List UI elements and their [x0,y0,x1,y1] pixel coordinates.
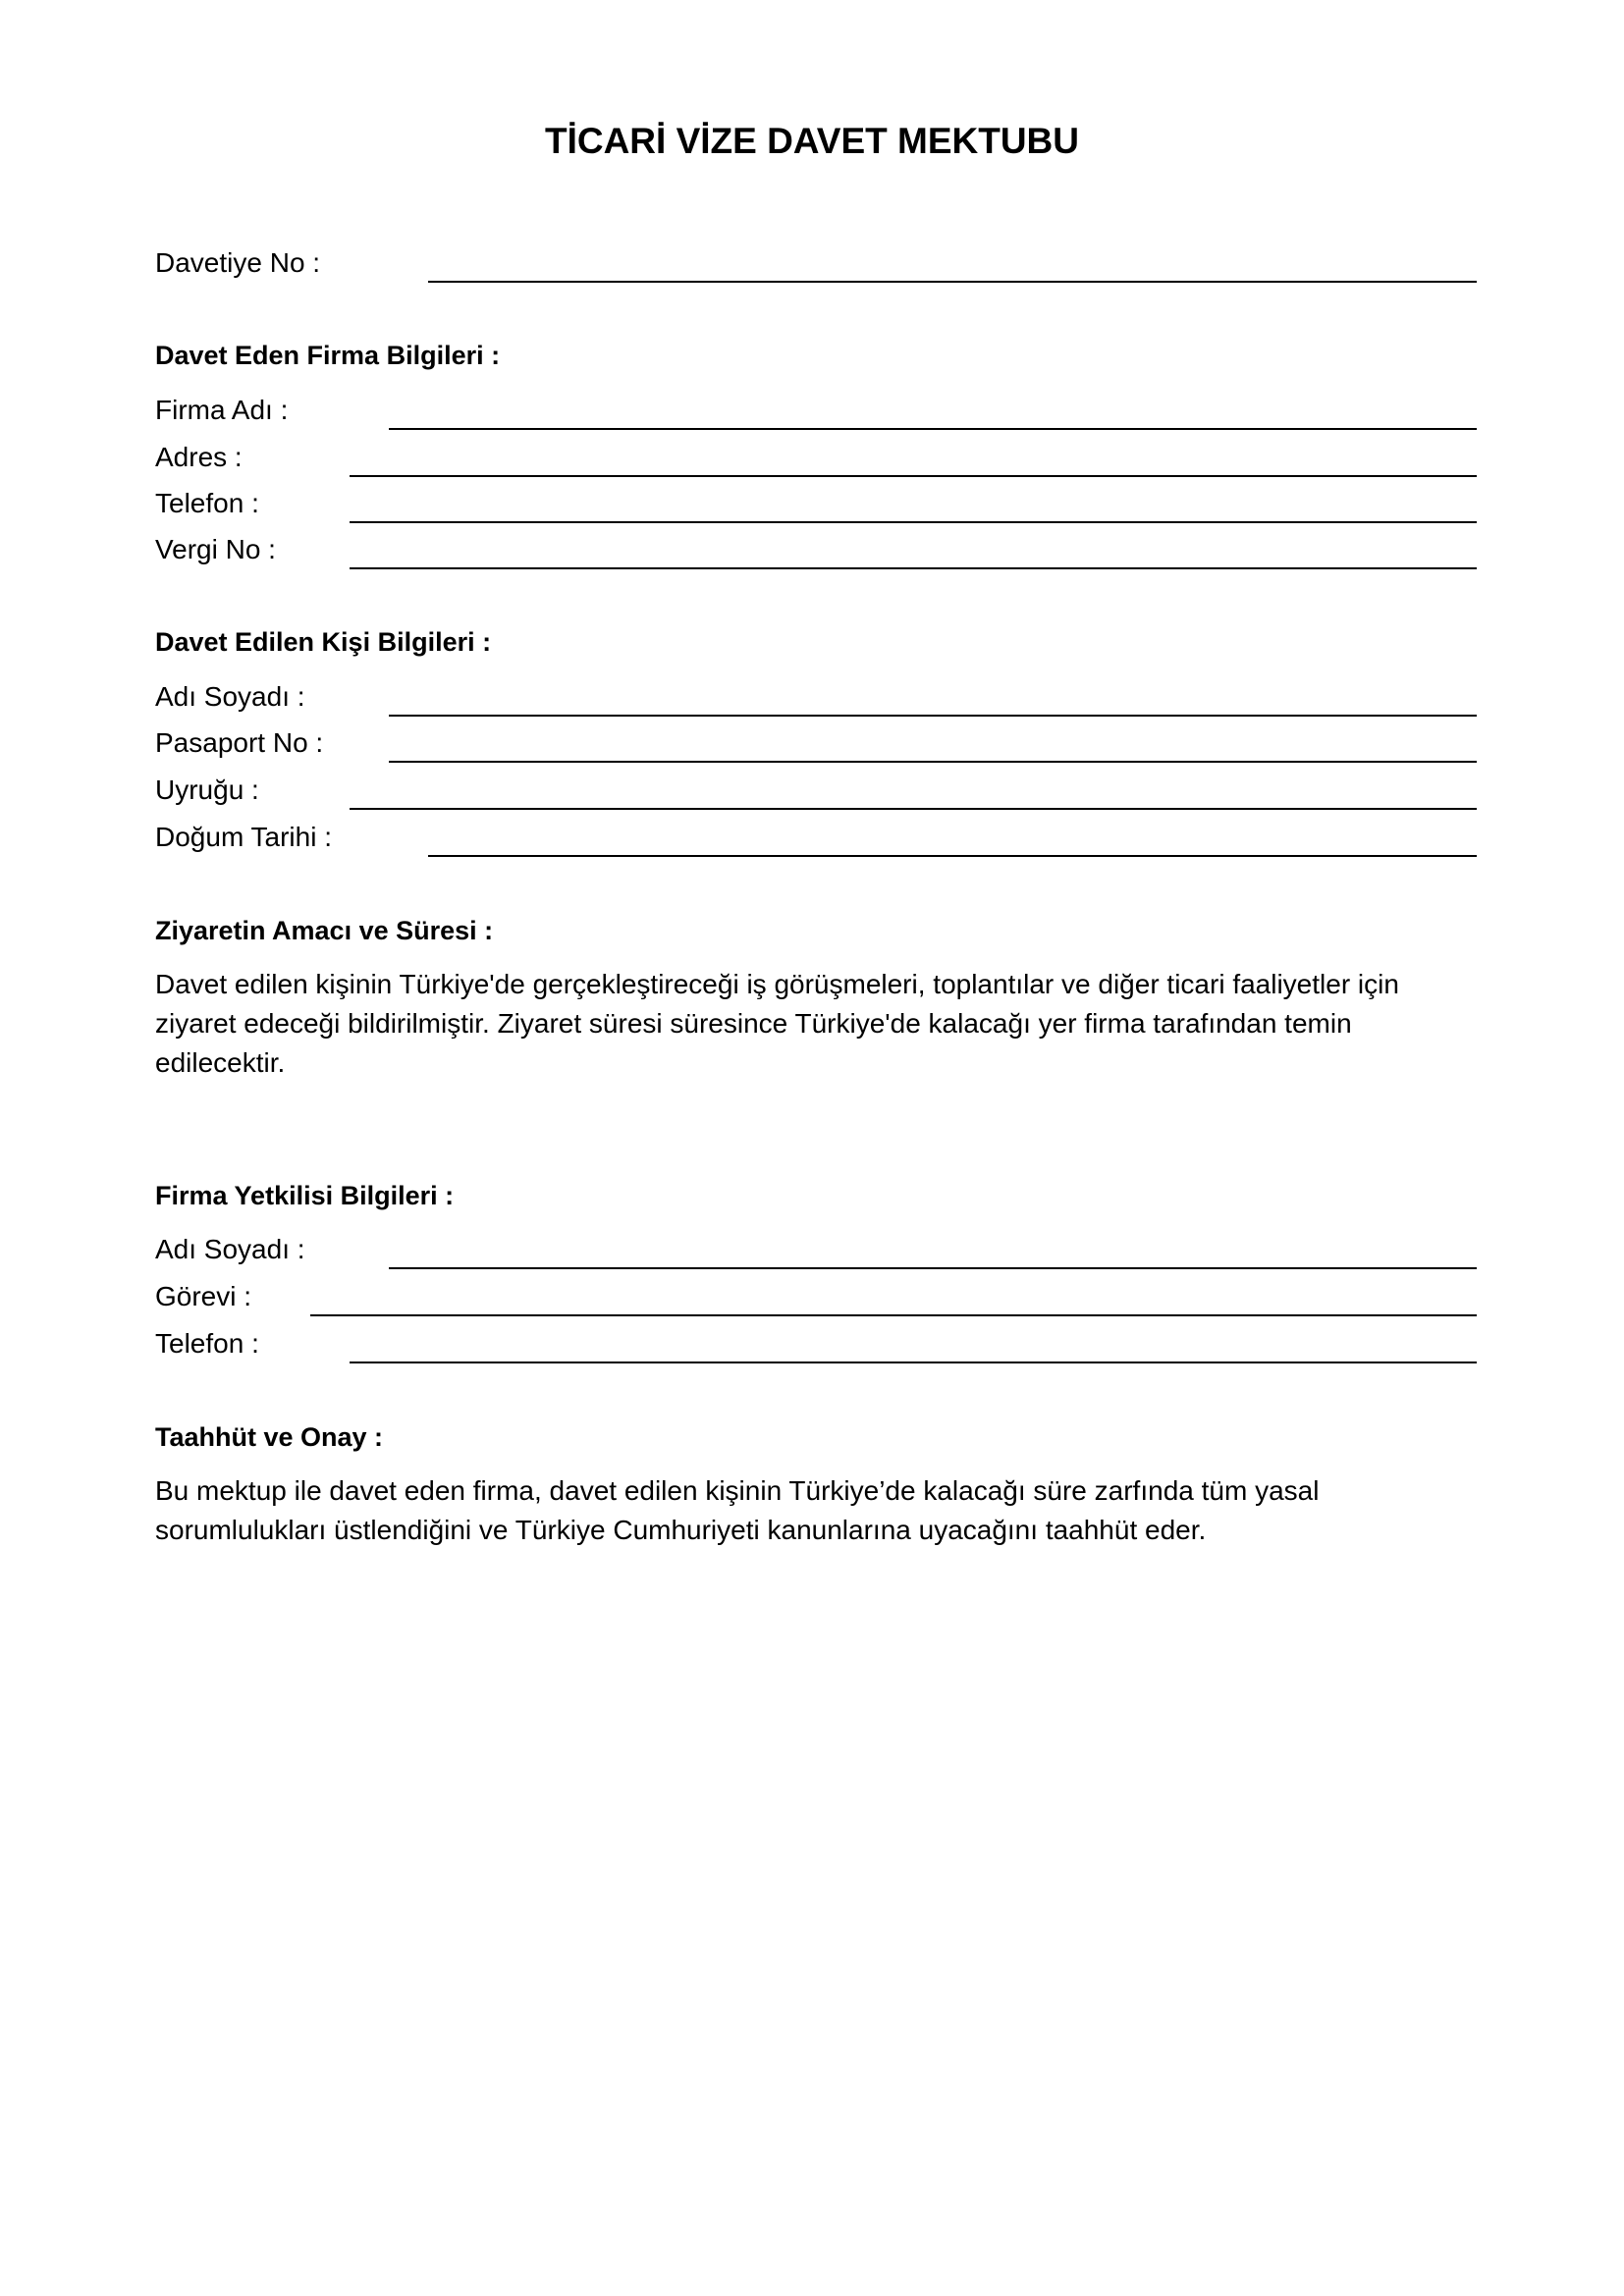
company-address-input[interactable] [350,440,1477,477]
invited-person-heading: Davet Edilen Kişi Bilgileri : [155,627,492,657]
passport-number-row [155,723,1477,763]
company-phone-label: Telefon : [155,488,259,518]
visit-purpose-heading: Ziyaretin Amacı ve Süresi : [155,916,494,945]
company-phone-input[interactable] [350,486,1477,523]
company-address-label: Adres : [155,442,243,472]
nationality-row [155,771,1477,810]
official-position-label: Görevi : [155,1281,252,1311]
company-official-heading: Firma Yetkilisi Bilgileri : [155,1181,455,1210]
company-name-input[interactable] [389,393,1477,430]
company-name-label: Firma Adı : [155,395,289,425]
official-position-input[interactable] [310,1279,1477,1316]
birth-date-label: Doğum Tarihi : [155,822,333,852]
invitation-number-row [155,243,1477,283]
invitation-number-label: Davetiye No : [155,247,321,278]
company-tax-number-label: Vergi No : [155,534,276,564]
invited-name-input[interactable] [389,679,1477,717]
company-address-row [155,438,1477,477]
official-name-label: Adı Soyadı : [155,1234,305,1264]
official-position-row [155,1277,1477,1316]
passport-number-input[interactable] [389,725,1477,763]
invitation-number-input[interactable] [428,245,1477,283]
official-phone-label: Telefon : [155,1328,259,1359]
birth-date-row [155,818,1477,857]
document-title: TİCARİ VİZE DAVET MEKTUBU [544,121,1080,161]
birth-date-input[interactable] [428,820,1477,857]
company-phone-row [155,484,1477,523]
invited-name-label: Adı Soyadı : [155,681,305,712]
official-name-row [155,1230,1477,1269]
visit-purpose-text: Davet edilen kişinin Türkiye'de gerçekleştireceği iş görüşmeleri, toplantılar ve diğer ticari faaliyetler için ziyaret edeceği bildirilmiştir. Ziyaret süresi süresince Türkiye'de kalacağı yer firma tarafından temin edilecektir. [155,969,1399,1078]
official-phone-row [155,1324,1477,1363]
company-name-row [155,391,1477,430]
official-phone-input[interactable] [350,1326,1477,1363]
inviting-company-heading: Davet Eden Firma Bilgileri : [155,341,501,370]
invited-name-row [155,677,1477,717]
commitment-text: Bu mektup ile davet eden firma, davet edilen kişinin Türkiye’de kalacağı süre zarfında tüm yasal sorumlulukları üstlendiğini ve Türkiye Cumhuriyeti kanunlarına uyacağını taahhüt eder. [155,1475,1320,1545]
passport-number-label: Pasaport No : [155,727,324,758]
commitment-heading: Taahhüt ve Onay : [155,1422,384,1452]
company-tax-number-input[interactable] [350,532,1477,569]
nationality-label: Uyruğu : [155,774,259,805]
nationality-input[interactable] [350,773,1477,810]
official-name-input[interactable] [389,1232,1477,1269]
company-tax-number-row [155,530,1477,569]
